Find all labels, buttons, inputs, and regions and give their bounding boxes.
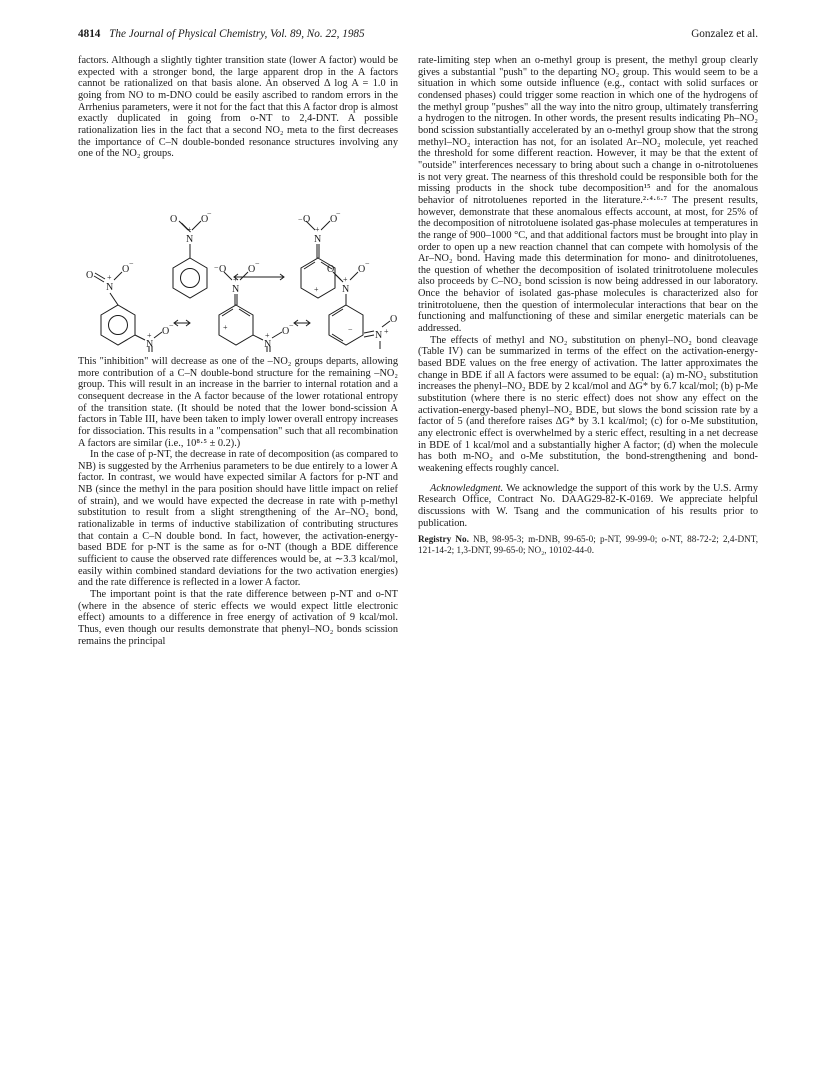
atom-label: N (375, 329, 383, 341)
running-authors: Gonzalez et al. (691, 28, 758, 40)
paragraph: In the case of p-NT, the decrease in rate of decomposition (as compared to NB) is suggested by the Arrhenius parameters to be due entirely to a lower A factor. In contrast, we would have expected similar A factors for p-NT and NB (since the methyl in the para position should have little impact on relief of strain), and we would have expected the decrease in rate with p-methyl substitution to result from a slight strengthening of the Ar–NO₂ bond, rationalizable in terms of inductive stabilization of contributing structures that contain a C–N double bond. In fact, however, the activation-energy-based BDE for p-NT is the same as for o-NT (though a BDE difference sufficient to cause the observed rate differences would be, at ∼3.3 kcal/mol, easily within combined standard deviations for the two activation energies) and the rate difference is reflected in a lower A factor. (78, 449, 398, 589)
atom-label: − (214, 262, 219, 272)
atom-label: + (223, 322, 228, 332)
atom-label: + (147, 330, 152, 340)
running-header (78, 28, 758, 44)
paragraph: The important point is that the rate difference between p-NT and o-NT (where in the absence of steric effects we would expect little electronic effect) amounts to a difference in free energy of activation of 9 kcal/mol. Thus, even though our results demonstrate that phenyl–NO₂ bonds scission remains the principal (78, 589, 398, 647)
atom-label: − (348, 324, 353, 334)
atom-label: N (106, 281, 114, 293)
right-column (418, 55, 758, 556)
atom-label: O (162, 325, 170, 337)
registry-numbers (418, 534, 758, 556)
atom-label: − (129, 258, 134, 268)
atom-label: − (207, 208, 212, 218)
acknowledgment-text: We acknowledge the support of this work by the U.S. Army Research Office, Contract No. DAAG29-82-K-0169. We appreciate helpful discussions with W. Tsang and the communication of his results prior to publication. (418, 482, 758, 529)
resonance-structures-figure (78, 166, 398, 352)
atom-label: O (358, 263, 366, 275)
atom-label: − (336, 208, 341, 218)
atom-label: O (122, 263, 130, 275)
atom-label: + (107, 272, 112, 282)
atom-label: O (327, 263, 335, 275)
atom-label: − (365, 258, 370, 268)
registry-heading: Registry No. (418, 534, 469, 545)
paragraph: The effects of methyl and NO₂ substitution on phenyl–NO₂ bond cleavage (Table IV) can be summarized in terms of the effect on the activation-energy-based BDE values on the free energy of activation. The latter approximates the change in BDE if all A factors were assumed to be equal: (a) m-NO₂ substitution increases the phenyl–NO₂ BDE by 2 kcal/mol and ΔG* by 6.7 kcal/mol; (b) p-Me substitution (where there is no steric effect) does not show any effect on the activation-energy-based phenyl–NO₂ BDE, but slows the bond scission rate by a factor of 5 (and therefore raises ΔG* by 3.1 kcal/mol; (c) for o-Me substitution, any electronic effect is overwhelmed by a steric effect, resulting in a net decrease in BDE of 1 kcal/mol and a substantially higher A factor; (d) when the molecule has both m-NO₂ and o-Me substitution, the bond-strengthening and bond-weakening effects roughly cancel. (418, 334, 758, 474)
atom-label: + (187, 224, 192, 234)
atom-label: + (343, 274, 348, 284)
atom-label: N (232, 283, 240, 295)
atom-label: + (314, 284, 319, 294)
left-column (78, 55, 398, 647)
acknowledgment-heading: Acknowledgment. (430, 482, 504, 494)
atom-label: + (233, 274, 238, 284)
registry-text: NB, 98-95-3; m-DNB, 99-65-0; p-NT, 99-99-0; o-NT, 88-72-2; 2,4-DNT, 121-14-2; 1,3-DNT, 99-65-0; NO₂, 10102-44-0. (418, 534, 758, 556)
page-number: 4814 (78, 28, 101, 40)
atom-label: O (201, 213, 209, 225)
acknowledgment (418, 483, 758, 530)
journal-citation: The Journal of Physical Chemistry, Vol. 89, No. 22, 1985 (109, 28, 365, 40)
paragraph: rate-limiting step when an o-methyl group is present, the methyl group clearly gives a substantial "push" to the departing NO₂ group. This would seem to be a situation in which some outside influence (e.g., contact with solid surfaces or condensed phases) could trigger some reaction in which one of the hydrogens of the methyl group "pushes" all the way into the nitro group, ultimately transferring a hydrogen to the nitrogen. In other words, the present results indicating Ph–NO₂ bond scission substantially accelerated by an o-methyl group show that the strong methyl–NO₂ interaction has not, for an isolated Ar–NO₂ molecule, yet reached the threshold for some different reaction. However, it may be that the extent of "outside" interferences necessary to bring about such a change in o-nitrotoluenes is not very great. The nearness of this threshold could be responsible both for the missing products in the shock tube decomposition¹⁵ and for the anomalous behavior of nitrotoluenes reported in the literature.²·⁴·⁶·⁷ The present results, however, demonstrate that these anomalous effects account, at most, for 25% of the decomposition of nitrotoluene isolated gas-phase molecules at temperatures in the range of 900–1000 °C, and that additional factors must be brought into play in order to open up a new reaction channel that can compete with homolysis of the Ar–NO₂ bond. Having made this determination for mono- and dinitrotoluenes, the question of whether the decomposition of isolated trinitrotoluene molecules also proceeds by C–NO₂ bond scission is now being addressed in our laboratory. Once the behavior of isolated gas-phase molecules is characterized also for trinitrotoluene, then the question of intermolecular interactions that bear on the functioning and malfunctioning of these and similar energetic materials can be addressed. (418, 55, 758, 335)
atom-label: O (330, 213, 338, 225)
atom-label: O (248, 263, 256, 275)
atom-label: − (289, 320, 294, 330)
atom-label: − (255, 258, 260, 268)
atom-label: + (265, 330, 270, 340)
atom-label: N (146, 338, 154, 350)
atom-label: + (315, 224, 320, 234)
atom-label: N (264, 338, 272, 350)
atom-label: O (282, 325, 290, 337)
atom-label: N (186, 233, 194, 245)
atom-label: N (342, 283, 350, 295)
paragraph: factors. Although a slightly tighter transition state (lower A factor) would be expected with a stronger bond, the large apparent drop in the A factors cannot be rationalized on that basis alone. An observed Δ log A = 1.0 in going from NO to m-DNO could be easily ascribed to random errors in the Arrhenius parameters, were it not for the fact that this A factor drop is almost exactly duplicated in going from o-NT to 2,4-DNT. A possible rationalization lies in the fact that a second NO₂ meta to the first decreases the importance of C–N double-bonded resonance structures involving any one of the NO₂ groups. (78, 55, 398, 160)
atom-label: O (86, 269, 94, 281)
atom-label: O (390, 313, 398, 325)
atom-label: O (170, 213, 178, 225)
benzene-ring (173, 258, 207, 298)
atom-label: − (298, 214, 303, 224)
paragraph: This "inhibition" will decrease as one of the –NO₂ groups departs, allowing more contribution of a C–N double-bond structure for the remaining –NO₂ group. This will result in an increase in the barrier to internal rotation and a consequent decrease in the A factor because of the lower rotational entropy of the transition state. (It should be noted that the lower bond-scission A factors in Table III, have been taken to imply lower overall entropy increases for dissociation. This results in a "compensation" such that all recombination A factors are similar (i.e., 10⁸·⁵ ± 0.2).) (78, 355, 398, 449)
atom-label: + (384, 326, 389, 336)
atom-label: N (314, 233, 322, 245)
atom-label: O (303, 213, 311, 225)
atom-label: − (169, 320, 174, 330)
atom-label: O (219, 263, 227, 275)
